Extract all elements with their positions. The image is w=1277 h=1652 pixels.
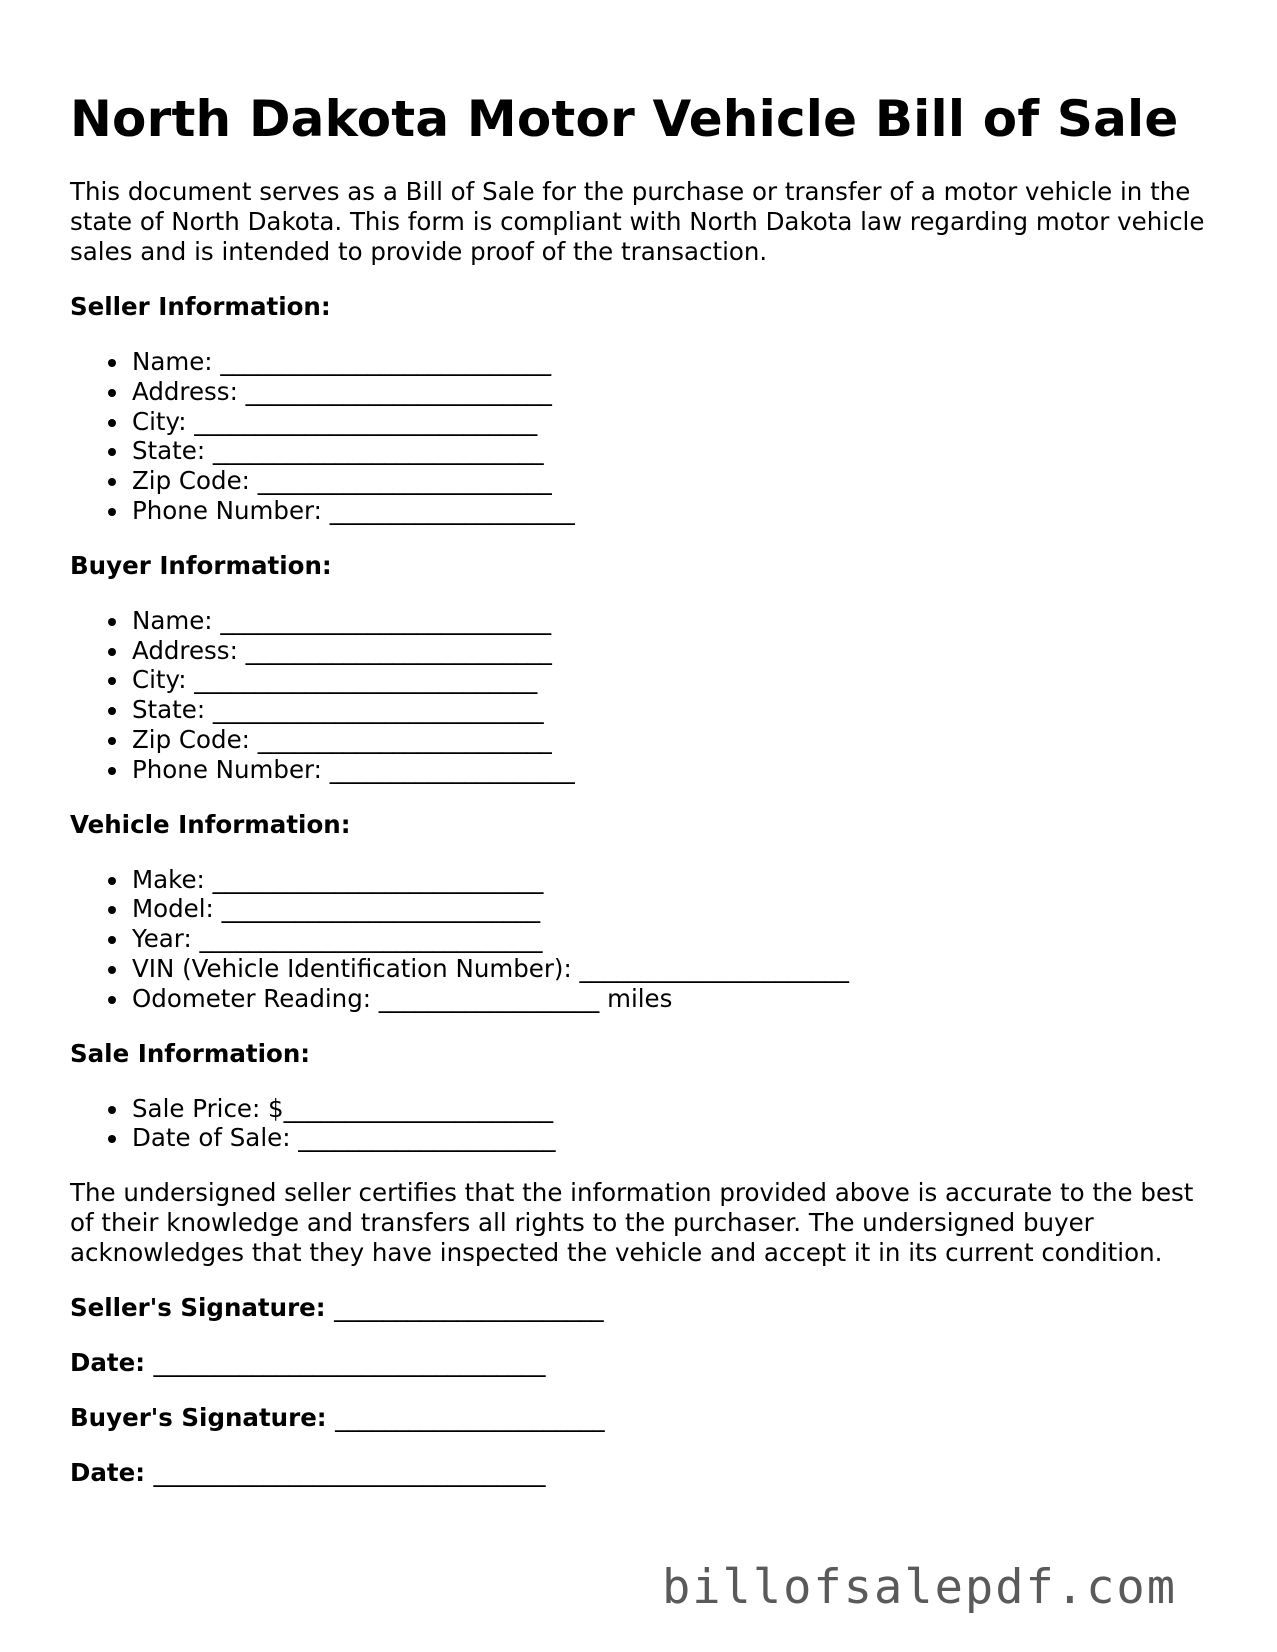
seller-state-field[interactable]: State: ___________________________ bbox=[132, 436, 1210, 466]
certification-paragraph: The undersigned seller certifies that the information provided above is accurate to the best of their knowledge and transfers all rights to the purchaser. The undersigned buyer acknowledges that they have inspected the vehicle and accept it in its current condition. bbox=[70, 1178, 1194, 1268]
vehicle-vin-field[interactable]: VIN (Vehicle Identification Number): ______________________ bbox=[132, 954, 1210, 984]
seller-signature-row bbox=[70, 1293, 1210, 1323]
vehicle-fields bbox=[70, 865, 1210, 1014]
buyer-city-field[interactable]: City: ____________________________ bbox=[132, 665, 1210, 695]
sale-date-field[interactable]: Date of Sale: _____________________ bbox=[132, 1123, 1210, 1153]
vehicle-year-field[interactable]: Year: ____________________________ bbox=[132, 924, 1210, 954]
buyer-address-field[interactable]: Address: _________________________ bbox=[132, 636, 1210, 666]
seller-date-label: Date: bbox=[70, 1348, 145, 1378]
buyer-heading: Buyer Information: bbox=[70, 550, 332, 580]
seller-fields bbox=[70, 347, 1210, 526]
buyer-phone-field[interactable]: Phone Number: ____________________ bbox=[132, 755, 1210, 785]
buyer-signature-row bbox=[70, 1403, 1210, 1433]
buyer-state-field[interactable]: State: ___________________________ bbox=[132, 695, 1210, 725]
sale-fields bbox=[70, 1094, 1210, 1154]
sale-heading: Sale Information: bbox=[70, 1038, 311, 1068]
seller-signature-label: Seller's Signature: bbox=[70, 1293, 326, 1323]
buyer-date-line[interactable]: ________________________________ bbox=[153, 1458, 546, 1488]
vehicle-odometer-field[interactable]: Odometer Reading: __________________ miles bbox=[132, 984, 1210, 1014]
seller-signature-line[interactable]: ______________________ bbox=[334, 1293, 604, 1323]
vehicle-model-field[interactable]: Model: __________________________ bbox=[132, 894, 1210, 924]
buyer-zip-field[interactable]: Zip Code: ________________________ bbox=[132, 725, 1210, 755]
bill-of-sale-document bbox=[70, 88, 1210, 1488]
intro-paragraph: This document serves as a Bill of Sale for the purchase or transfer of a motor vehicle in the state of North Dakota. This form is compliant with North Dakota law regarding motor vehicle sales and is intended to provide proof of the transaction. bbox=[70, 177, 1205, 266]
seller-date-row bbox=[70, 1348, 1210, 1378]
seller-phone-field[interactable]: Phone Number: ____________________ bbox=[132, 496, 1210, 526]
vehicle-make-field[interactable]: Make: ___________________________ bbox=[132, 865, 1210, 895]
seller-city-field[interactable]: City: ____________________________ bbox=[132, 407, 1210, 437]
buyer-name-field[interactable]: Name: ___________________________ bbox=[132, 606, 1210, 636]
buyer-fields bbox=[70, 606, 1210, 785]
sale-price-field[interactable]: Sale Price: $______________________ bbox=[132, 1094, 1210, 1124]
seller-zip-field[interactable]: Zip Code: ________________________ bbox=[132, 466, 1210, 496]
seller-date-line[interactable]: ________________________________ bbox=[153, 1348, 546, 1378]
seller-name-field[interactable]: Name: ___________________________ bbox=[132, 347, 1210, 377]
buyer-signature-label: Buyer's Signature: bbox=[70, 1403, 327, 1433]
seller-heading: Seller Information: bbox=[70, 292, 331, 321]
buyer-date-label: Date: bbox=[70, 1458, 145, 1488]
watermark-text: billofsalepdf.com bbox=[661, 1560, 1177, 1615]
page-title: North Dakota Motor Vehicle Bill of Sale bbox=[70, 90, 1179, 148]
seller-address-field[interactable]: Address: _________________________ bbox=[132, 377, 1210, 407]
vehicle-heading: Vehicle Information: bbox=[70, 809, 351, 839]
buyer-date-row bbox=[70, 1458, 1210, 1488]
buyer-signature-line[interactable]: ______________________ bbox=[335, 1403, 605, 1433]
